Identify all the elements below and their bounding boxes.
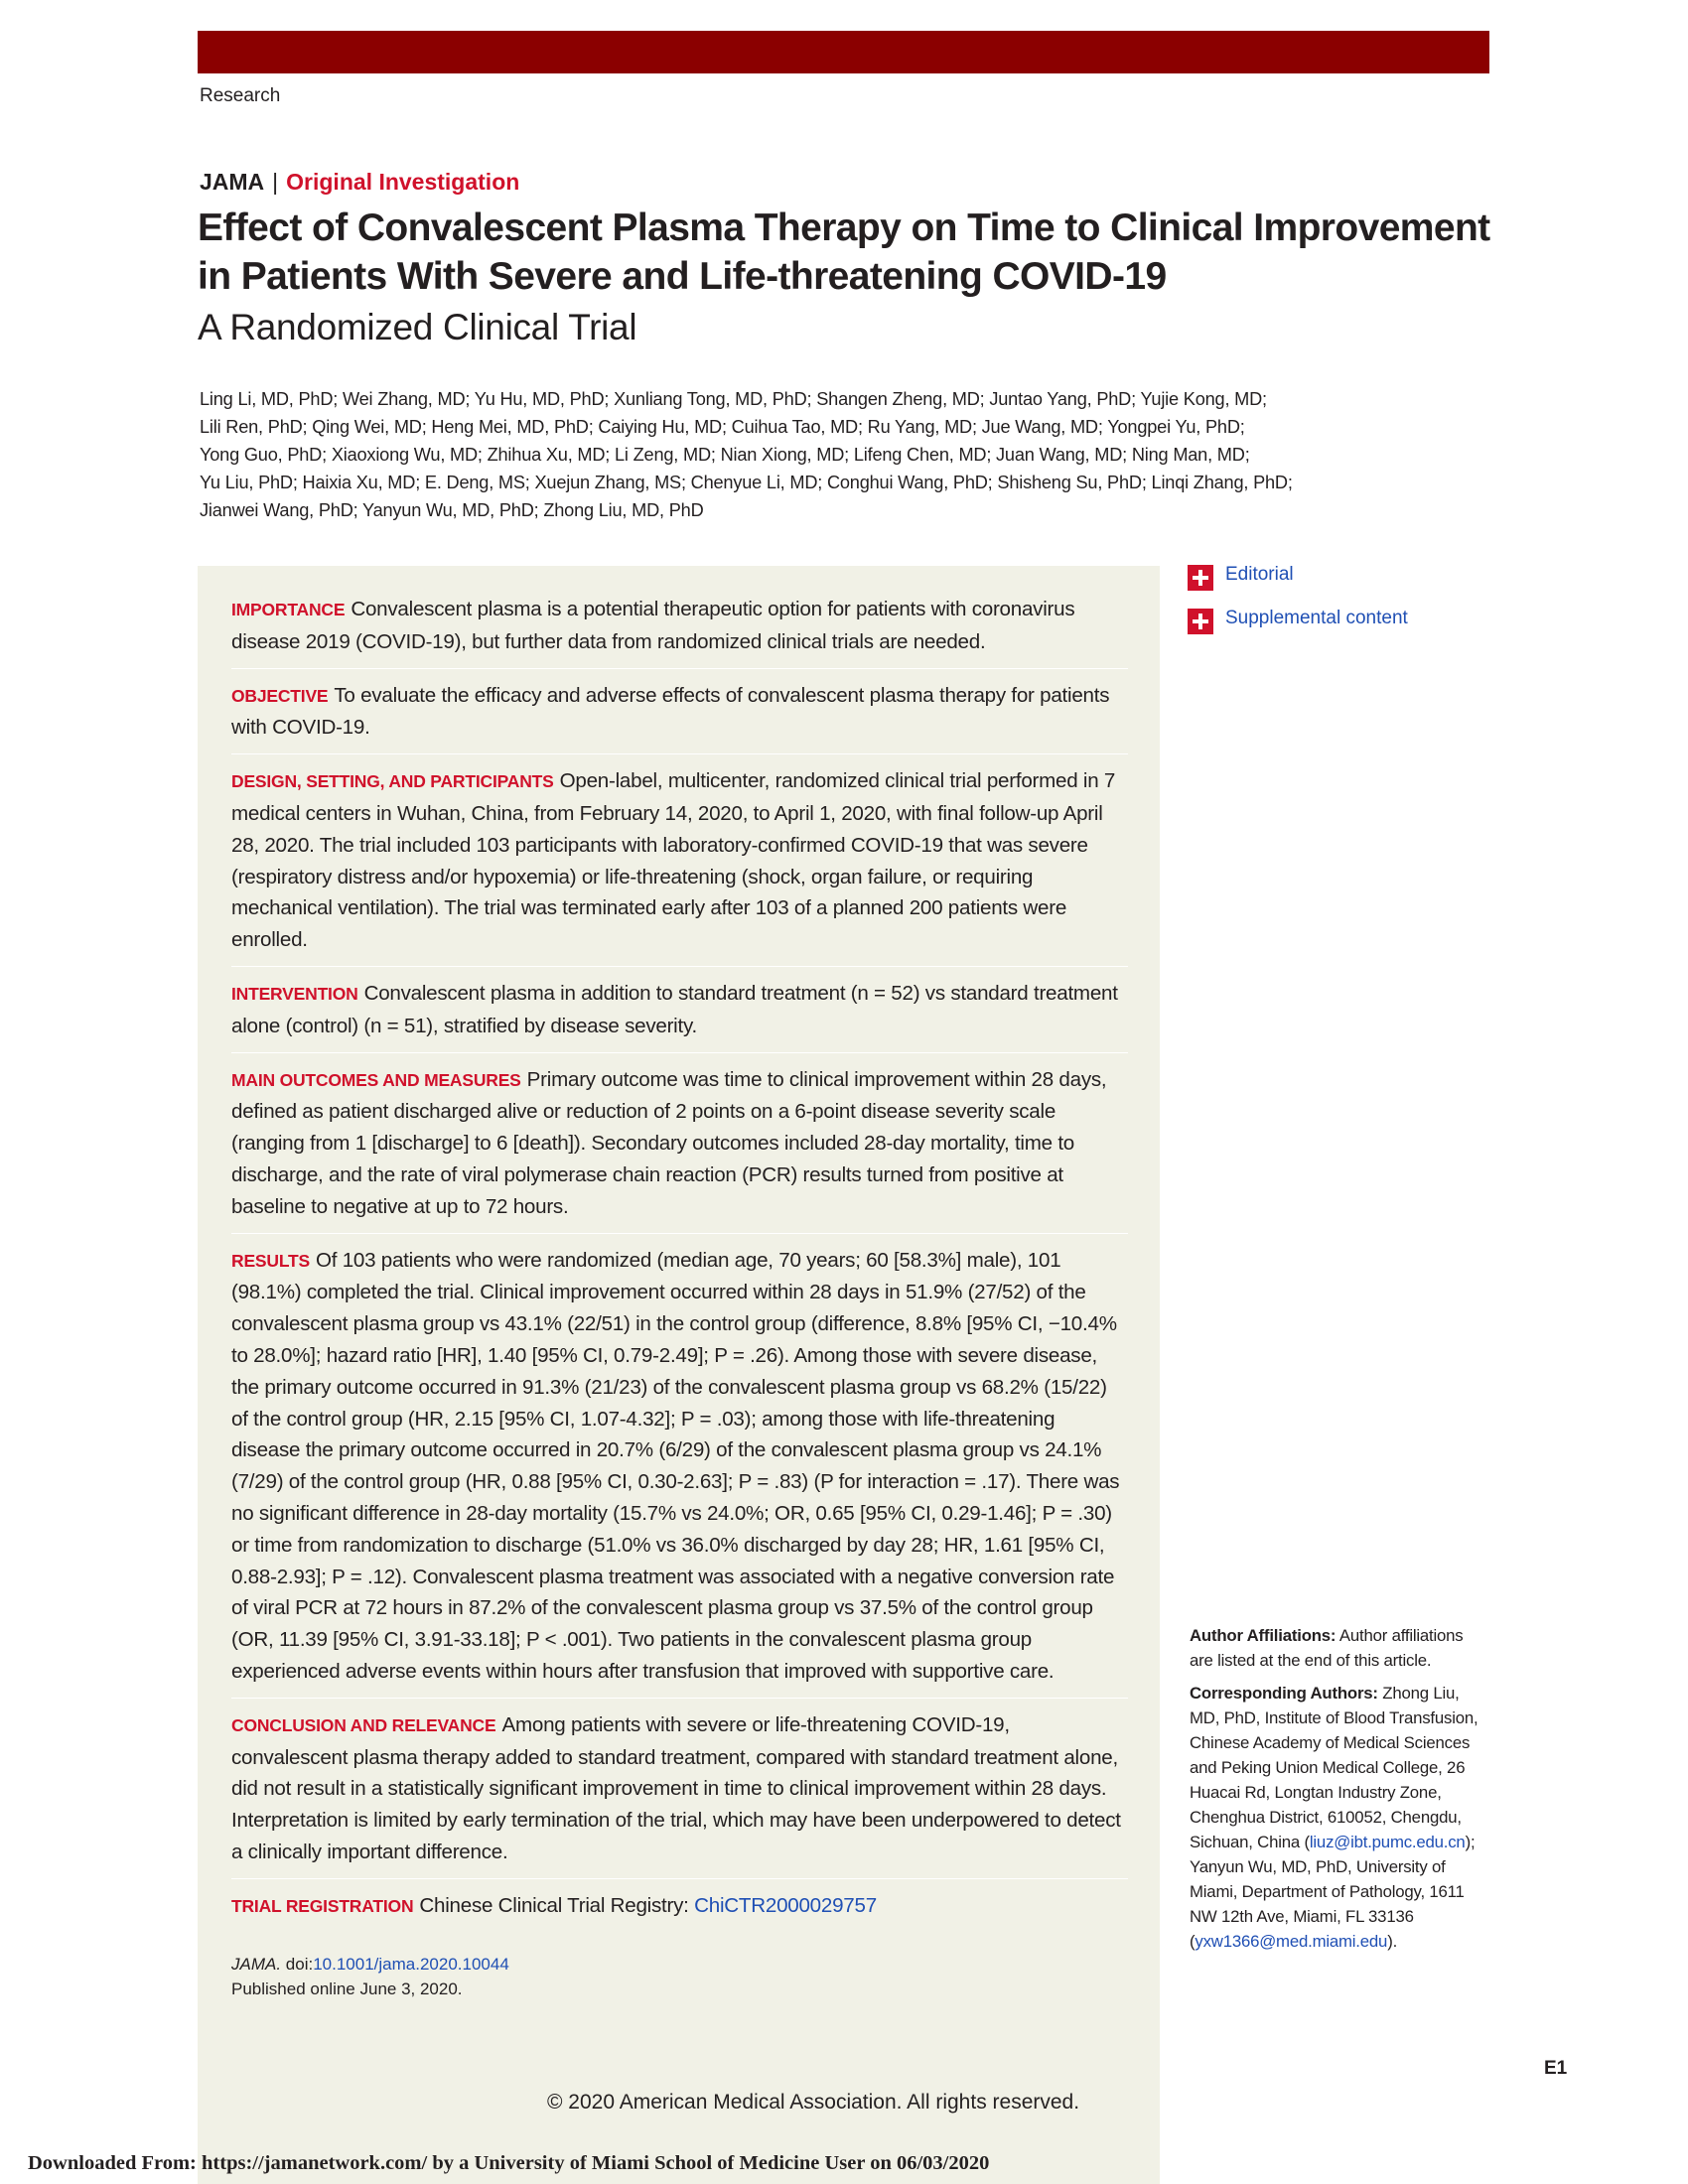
abstract-objective: [231, 680, 1128, 755]
affiliations-label: Author Affiliations:: [1190, 1626, 1336, 1645]
journal-separator: |: [272, 169, 279, 195]
abstract-results: [231, 1245, 1128, 1699]
plus-icon: [1188, 565, 1213, 591]
trial-registry-link[interactable]: ChiCTR2000029757: [694, 1893, 877, 1917]
abstract-outcomes: [231, 1064, 1128, 1234]
author-line: Lili Ren, PhD; Qing Wei, MD; Heng Mei, MD, PhD; Caiying Hu, MD; Cuihua Tao, MD; Ru Yang, MD; Jue Wang, MD; Yongpei Yu, PhD;: [200, 417, 1245, 437]
results-text: Of 103 patients who were randomized (median age, 70 years; 60 [58.3%] male), 101 (98.1%) completed the trial. Clinical improvement occurred within 28 days in 51.9% (27/52) of the convalescent plasma group vs 43.1% (22/51) in the control group (difference, 8.8% [95% CI, −10.4% to 28.0%]; hazard ratio [HR], 1.40 [95% CI, 0.79-2.49]; P = .26). Among those with severe disease, the primary outcome occurred in 91.3% (21/23) of the convalescent plasma group vs 68.2% (15/22) of the control group (HR, 2.15 [95% CI, 1.07-4.32]; P = .03); among those with life-threatening disease the primary outcome occurred in 20.7% (6/29) of the convalescent plasma group vs 24.1% (7/29) of the control group (HR, 0.88 [95% CI, 0.30-2.63]; P = .83) (P for interaction = .17). There was no significant difference in 28-day mortality (15.7% vs 24.0%; OR, 0.65 [95% CI, 0.29-1.46]; P = .30) or time from randomization to discharge (51.0% vs 36.0% discharged by day 28; HR, 1.61 [95% CI, 0.88-2.93]; P = .12). Convalescent plasma treatment was associated with a negative conversion rate of viral PCR at 72 hours in 87.2% of the convalescent plasma group vs 37.5% of the control group (OR, 11.39 [95% CI, 3.91-33.18]; P < .001). Two patients in the convalescent plasma group experienced adverse events within hours after transfusion that improved with supportive care.: [231, 1248, 1120, 1683]
outcomes-heading: MAIN OUTCOMES AND MEASURES: [231, 1069, 521, 1090]
abstract-registration: [231, 1890, 1128, 1933]
results-heading: RESULTS: [231, 1250, 310, 1271]
corresponding-authors: [1190, 1681, 1489, 1954]
importance-heading: IMPORTANCE: [231, 600, 346, 619]
article-title: Effect of Convalescent Plasma Therapy on Time to Clinical Improvement in Patients With Severe and Life-threatening COVID-19: [198, 206, 1490, 298]
outcomes-text: Primary outcome was time to clinical improvement within 28 days, defined as patient discharged alive or reduction of 2 points on a 6-point disease severity scale (ranging from 1 [discharge] to 6 [death]). Secondary outcomes included 28-day mortality, time to discharge, and the rate of viral polymerase chain reaction (PCR) results turned from positive at baseline to negative at up to 72 hours.: [231, 1067, 1107, 1218]
abstract-design: [231, 765, 1128, 967]
design-heading: DESIGN, SETTING, AND PARTICIPANTS: [231, 771, 554, 792]
author-line: Jianwei Wang, PhD; Yanyun Wu, MD, PhD; Zhong Liu, MD, PhD: [200, 500, 704, 520]
abstract-content: [231, 594, 1128, 1943]
affiliations-note: [1190, 1623, 1489, 1673]
objective-text: To evaluate the efficacy and adverse effects of convalescent plasma therapy for patients with COVID-19.: [231, 683, 1110, 740]
conclusion-heading: CONCLUSION AND RELEVANCE: [231, 1714, 496, 1735]
supplemental-content-link[interactable]: [1188, 603, 1408, 634]
corresponding-label: Corresponding Authors:: [1190, 1684, 1378, 1703]
email-link-liu[interactable]: liuz@ibt.pumc.edu.cn: [1309, 1833, 1466, 1851]
design-text: Open-label, multicenter, randomized clinical trial performed in 7 medical centers in Wuhan, China, from February 14, 2020, to April 1, 2020, with final follow-up April 28, 2020. The trial included 103 participants with laboratory-confirmed COVID-19 that was severe (respiratory distress and/or hypoxemia) or life-threatening (shock, organ failure, or requiring mechanical ventilation). The trial was terminated early after 103 of a planned 200 patients were enrolled.: [231, 769, 1116, 952]
journal-header: [200, 169, 519, 196]
download-stamp: Downloaded From: https://jamanetwork.com/ by a University of Miami School of Medicine User on 06/03/2020: [28, 2152, 990, 2174]
article-subtitle: A Randomized Clinical Trial: [198, 307, 637, 347]
corresponding-text-1: Zhong Liu, MD, PhD, Institute of Blood Transfusion, Chinese Academy of Medical Sciences and Peking Union Medical College, 26 Huacai Rd, Longtan Industry Zone, Chenghua District, 610052, Chengdu, Sichuan, China (: [1190, 1684, 1478, 1851]
conclusion-text: Among patients with severe or life-threatening COVID-19, convalescent plasma therapy added to standard treatment, compared with standard treatment alone, did not result in a statistically significant improvement in time to clinical improvement within 28 days. Interpretation is limited by early termination of the trial, which may have been underpowered to detect a clinically important difference.: [231, 1712, 1121, 1863]
email-link-wu[interactable]: yxw1366@med.miami.edu: [1195, 1932, 1388, 1951]
top-color-bar: [198, 31, 1489, 73]
corresponding-text-3: ).: [1387, 1932, 1398, 1951]
corresponding-text-2: ); Yanyun Wu, MD, PhD, University of Miami, Department of Pathology, 1611 NW 12th Ave, Miami, FL 33136 (: [1190, 1833, 1476, 1951]
citation-doi-line: [231, 1952, 509, 1977]
citation-journal: JAMA.: [231, 1955, 282, 1974]
intervention-text: Convalescent plasma in addition to standard treatment (n = 52) vs standard treatment alone (control) (n = 51), stratified by disease severity.: [231, 981, 1118, 1037]
doi-link[interactable]: 10.1001/jama.2020.10044: [313, 1955, 509, 1974]
registration-text: Chinese Clinical Trial Registry:: [419, 1893, 689, 1917]
section-label: Research: [200, 85, 281, 106]
abstract-intervention: [231, 978, 1128, 1053]
article-type: Original Investigation: [286, 169, 520, 195]
journal-name: JAMA: [200, 169, 265, 195]
citation-block: [231, 1952, 509, 2001]
supplemental-label[interactable]: Supplemental content: [1225, 608, 1408, 628]
objective-heading: OBJECTIVE: [231, 685, 329, 706]
author-list: [200, 385, 1371, 524]
author-line: Yu Liu, PhD; Haixia Xu, MD; E. Deng, MS; Xuejun Zhang, MS; Chenyue Li, MD; Conghui Wang, PhD; Shisheng Su, PhD; Linqi Zhang, PhD;: [200, 473, 1293, 492]
editorial-label[interactable]: Editorial: [1225, 564, 1294, 585]
intervention-heading: INTERVENTION: [231, 983, 358, 1004]
importance-text: Convalescent plasma is a potential therapeutic option for patients with coronavirus disease 2019 (COVID-19), but further data from randomized clinical trials are needed.: [231, 598, 1075, 653]
doi-label: doi:: [285, 1955, 314, 1974]
author-affiliations: [1190, 1623, 1489, 1962]
registration-heading: TRIAL REGISTRATION: [231, 1895, 414, 1916]
abstract-importance: [231, 594, 1128, 669]
plus-icon: [1188, 609, 1213, 634]
editorial-link[interactable]: [1188, 559, 1294, 591]
abstract-conclusion: [231, 1709, 1128, 1879]
author-line: Yong Guo, PhD; Xiaoxiong Wu, MD; Zhihua Xu, MD; Li Zeng, MD; Nian Xiong, MD; Lifeng Chen, MD; Juan Wang, MD; Ning Man, MD;: [200, 445, 1250, 465]
published-date: Published online June 3, 2020.: [231, 1979, 463, 1998]
author-line: Ling Li, MD, PhD; Wei Zhang, MD; Yu Hu, MD, PhD; Xunliang Tong, MD, PhD; Shangen Zheng, MD; Juntao Yang, PhD; Yujie Kong, MD;: [200, 389, 1267, 409]
copyright-notice: © 2020 American Medical Association. All rights reserved.: [547, 2091, 1080, 2114]
affiliations-text: Author affiliations are listed at the end of this article.: [1190, 1626, 1464, 1670]
page-number: E1: [1544, 2058, 1568, 2079]
